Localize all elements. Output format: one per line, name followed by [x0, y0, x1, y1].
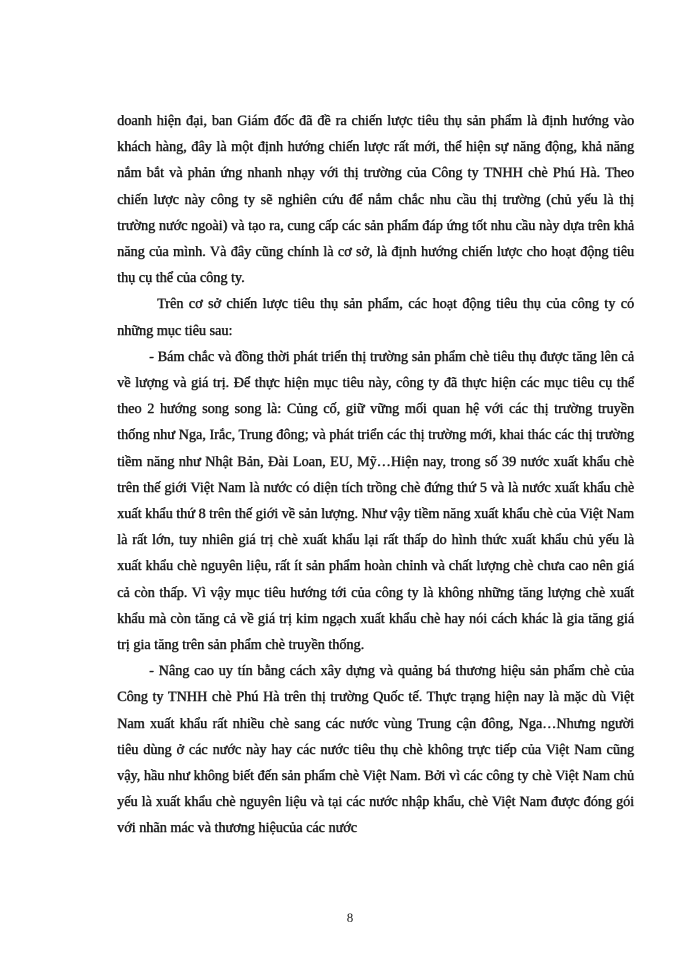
- paragraph-objective-brand: - Nâng cao uy tín bằng cách xây dựng và quảng bá thương hiệu sản phẩm chè của Công ty TNHH chè Phú Hà trên thị trường Quốc tế. Thực trạng hiện nay là mặc dù Việt Nam xuất khẩu rất nhiều chè sang các nước vùng Trung cận đông, Nga…Nhưng người tiêu dùng ở các nước này hay các nước tiêu thụ chè không trực tiếp của Việt Nam cũng vậy, hầu như không biết đến sản phẩm chè Việt Nam. Bởi vì các công ty chè Việt Nam chủ yếu là xuất khẩu chè nguyên liệu và tại các nước nhập khẩu, chè Việt Nam được đóng gói với nhãn mác và thương hiệucủa các nước: [117, 663, 634, 837]
- paragraph-objective-market: - Bám chắc và đồng thời phát triển thị trường sản phẩm chè tiêu thụ được tăng lên cả về lượng và giá trị. Để thực hiện mục tiêu này, công ty đã thực hiện các mục tiêu cụ thể theo 2 hướng song song là: Củng cố, giữ vững mối quan hệ với các thị trường truyền thống như Nga, Irắc, Trung đông; và phát triển các thị trường mới, khai thác các thị trường tiềm năng như Nhật Bản, Đài Loan, EU, Mỹ…Hiện nay, trong số 39 nước xuất khẩu chè trên thế giới Việt Nam là nước có diện tích trồng chè đứng thứ 5 và là nước xuất khẩu chè xuất khẩu thứ 8 trên thế giới về sản lượng. Như vậy tiềm năng xuất khẩu chè của Việt Nam là rất lớn, tuy nhiên giá trị chè xuất khẩu lại rất thấp do hình thức xuất khẩu chủ yếu là xuất khẩu chè nguyên liệu, rất ít sản phẩm hoàn chỉnh và chất lượng chè chưa cao nên giá cả còn thấp. Vì vậy mục tiêu hướng tới của công ty là không những tăng lượng chè xuất khẩu mà còn tăng cả về giá trị kim ngạch xuất khẩu chè hay nói cách khác là gia tăng giá trị gia tăng trên sản phẩm chè truyền thống.: [117, 348, 634, 654]
- page-number: 8: [346, 910, 354, 925]
- paragraph-objectives-intro: Trên cơ sở chiến lược tiêu thụ sản phẩm, các hoạt động tiêu thụ của công ty có những mục tiêu sau:: [117, 296, 634, 339]
- body-text: [117, 108, 634, 842]
- paragraph-strategy-continuation: doanh hiện đại, ban Giám đốc đã đề ra chiến lược tiêu thụ sản phẩm là định hướng vào khách hàng, đây là một định hướng chiến lược rất mới, thể hiện sự năng động, khả năng nắm bắt và phản ứng nhanh nhạy với thị trường của Công ty TNHH chè Phú Hà. Theo chiến lược này công ty sẽ nghiên cứu để nắm chắc nhu cầu thị trường (chủ yếu là thị trường nước ngoài) và tạo ra, cung cấp các sản phẩm đáp ứng tốt nhu cầu này dựa trên khả năng của mình. Và đây cũng chính là cơ sở, là định hướng chiến lược cho hoạt động tiêu thụ cụ thể của công ty.: [117, 113, 634, 287]
